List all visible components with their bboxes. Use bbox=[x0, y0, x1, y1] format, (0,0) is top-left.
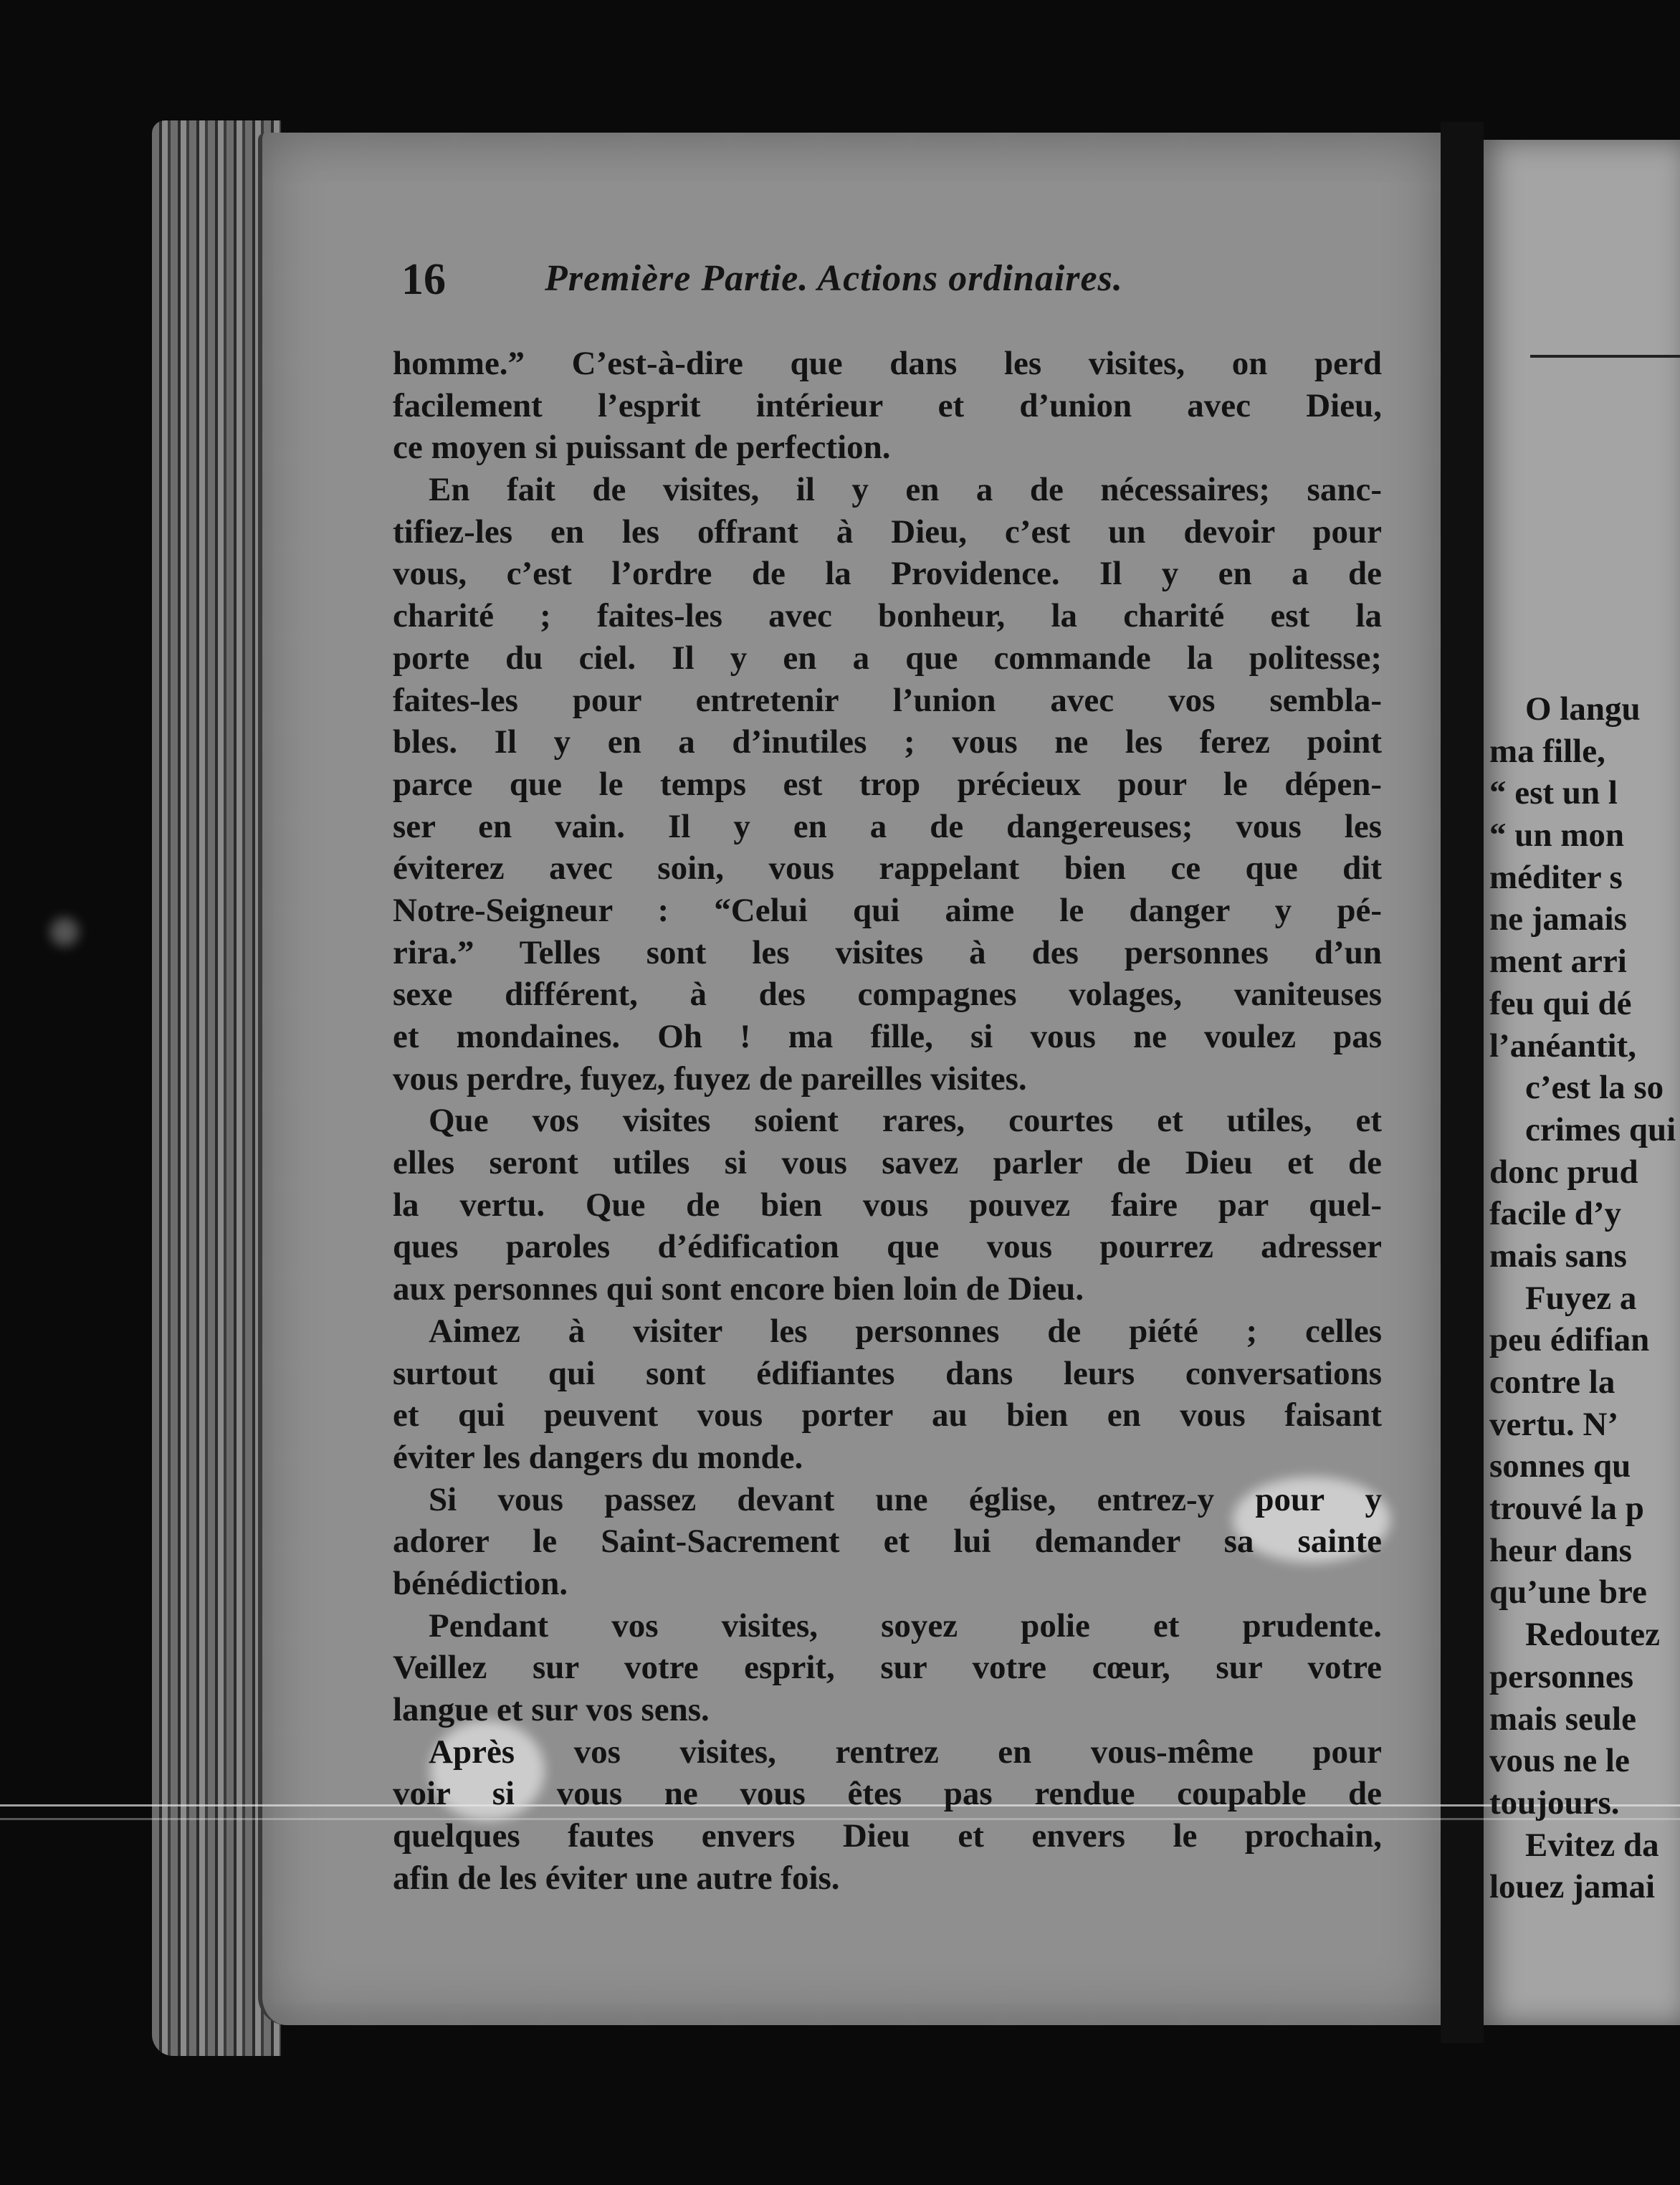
text-line: faites-les pour entretenir l’union avec vos sembla- bbox=[393, 681, 1382, 719]
right-text-line: qu’une bre bbox=[1489, 1574, 1647, 1612]
text-line: la vertu. Que de bien vous pouvez faire par quel- bbox=[393, 1186, 1382, 1224]
text-line: Aimez à visiter les personnes de piété ; celles bbox=[429, 1312, 1382, 1350]
right-text-line: c’est la so bbox=[1525, 1069, 1664, 1107]
right-text-line: “ un mon bbox=[1489, 817, 1625, 855]
book-gutter bbox=[1441, 122, 1484, 2043]
right-text-line: “ est un l bbox=[1489, 774, 1618, 812]
right-text-line: feu qui dé bbox=[1489, 984, 1632, 1022]
right-text-line: sonnes qu bbox=[1489, 1447, 1631, 1485]
right-text-line: méditer s bbox=[1489, 858, 1623, 896]
right-text-line: ma fille, bbox=[1489, 732, 1605, 770]
right-text-line: toujours. bbox=[1489, 1784, 1620, 1822]
text-line: ser en vain. Il y en a de dangereuses; vous les bbox=[393, 807, 1382, 845]
text-line: quelques fautes envers Dieu et envers le prochain, bbox=[393, 1817, 1382, 1855]
text-line: Notre-Seigneur : “Celui qui aime le danger y pé- bbox=[393, 891, 1382, 929]
text-line: tifiez-les en les offrant à Dieu, c’est un devoir pour bbox=[393, 513, 1382, 551]
right-page-text bbox=[1489, 688, 1680, 1908]
text-line: bles. Il y en a d’inutiles ; vous ne les ferez point bbox=[393, 723, 1382, 761]
right-text-line: facile d’y bbox=[1489, 1195, 1622, 1233]
running-head: Première Partie. Actions ordinaires. bbox=[545, 258, 1123, 299]
text-line: éviterez avec soin, vous rappelant bien ce que dit bbox=[393, 849, 1382, 887]
text-line: Si vous passez devant une église, entrez-y pour y bbox=[429, 1480, 1382, 1518]
right-text-line: mais sans bbox=[1489, 1237, 1627, 1275]
text-line: ce moyen si puissant de perfection. bbox=[393, 429, 891, 467]
text-line: et mondaines. Oh ! ma fille, si vous ne voulez pas bbox=[393, 1018, 1382, 1055]
text-line: Veillez sur votre esprit, sur votre cœur, sur votre bbox=[393, 1649, 1382, 1687]
text-line: adorer le Saint-Sacrement et lui demander sa sainte bbox=[393, 1523, 1382, 1561]
right-text-line: trouvé la p bbox=[1489, 1490, 1644, 1528]
text-line: Après vos visites, rentrez en vous-même pour bbox=[429, 1733, 1382, 1771]
text-line: facilement l’esprit intérieur et d’union avec Dieu, bbox=[393, 386, 1382, 424]
right-text-line: l’anéantit, bbox=[1489, 1027, 1636, 1065]
right-text-line: donc prud bbox=[1489, 1153, 1638, 1191]
right-text-line: heur dans bbox=[1489, 1531, 1632, 1569]
text-line: parce que le temps est trop précieux pour le dépen- bbox=[393, 765, 1382, 803]
text-line: et qui peuvent vous porter au bien en vous faisant bbox=[393, 1396, 1382, 1434]
text-line: surtout qui sont édifiantes dans leurs conversations bbox=[393, 1354, 1382, 1392]
right-text-line: mais seule bbox=[1489, 1700, 1636, 1738]
text-line: porte du ciel. Il y en a que commande la politesse; bbox=[393, 639, 1382, 677]
left-page-text bbox=[393, 343, 1382, 1899]
right-text-line: ment arri bbox=[1489, 943, 1627, 981]
text-line: voir si vous ne vous êtes pas rendue coupable de bbox=[393, 1775, 1382, 1813]
right-text-line: personnes bbox=[1489, 1657, 1634, 1695]
text-line: En fait de visites, il y en a de nécessaires; sanc- bbox=[429, 471, 1382, 509]
right-text-line: ne jamais bbox=[1489, 900, 1627, 938]
right-text-line: Evitez da bbox=[1525, 1826, 1659, 1864]
right-text-line: O langu bbox=[1525, 690, 1641, 728]
text-line: sexe différent, à des compagnes volages, vaniteuses bbox=[393, 976, 1382, 1014]
right-text-line: peu édifian bbox=[1489, 1321, 1650, 1359]
text-line: langue et sur vos sens. bbox=[393, 1691, 710, 1728]
right-text-line: contre la bbox=[1489, 1363, 1615, 1401]
text-line: éviter les dangers du monde. bbox=[393, 1438, 803, 1476]
text-line: charité ; faites-les avec bonheur, la charité est la bbox=[393, 597, 1382, 635]
text-line: elles seront utiles si vous savez parler de Dieu et de bbox=[393, 1144, 1382, 1182]
right-text-line: louez jamai bbox=[1489, 1868, 1656, 1906]
right-text-line: Redoutez bbox=[1525, 1616, 1660, 1654]
text-line: afin de les éviter une autre fois. bbox=[393, 1859, 840, 1897]
right-page-rule bbox=[1530, 355, 1680, 358]
right-text-line: Fuyez a bbox=[1525, 1279, 1637, 1317]
text-line: bénédiction. bbox=[393, 1564, 568, 1602]
text-line: aux personnes qui sont encore bien loin de Dieu. bbox=[393, 1270, 1084, 1308]
right-text-line: vous ne le bbox=[1489, 1742, 1630, 1780]
text-line: vous perdre, fuyez, fuyez de pareilles visites. bbox=[393, 1060, 1027, 1098]
text-line: ques paroles d’édification que vous pourrez adresser bbox=[393, 1228, 1382, 1266]
page-number: 16 bbox=[401, 255, 446, 304]
text-line: homme.” C’est-à-dire que dans les visites, on perd bbox=[393, 345, 1382, 382]
text-line: Pendant vos visites, soyez polie et prudente. bbox=[429, 1606, 1382, 1644]
right-text-line: vertu. N’ bbox=[1489, 1405, 1619, 1443]
scan-smudge bbox=[50, 918, 79, 946]
text-line: vous, c’est l’ordre de la Providence. Il y en a de bbox=[393, 555, 1382, 593]
page-header bbox=[401, 254, 1405, 312]
text-line: Que vos visites soient rares, courtes et utiles, et bbox=[429, 1102, 1382, 1140]
text-line: rira.” Telles sont les visites à des personnes d’un bbox=[393, 933, 1382, 971]
right-text-line: crimes qui bbox=[1525, 1110, 1676, 1148]
